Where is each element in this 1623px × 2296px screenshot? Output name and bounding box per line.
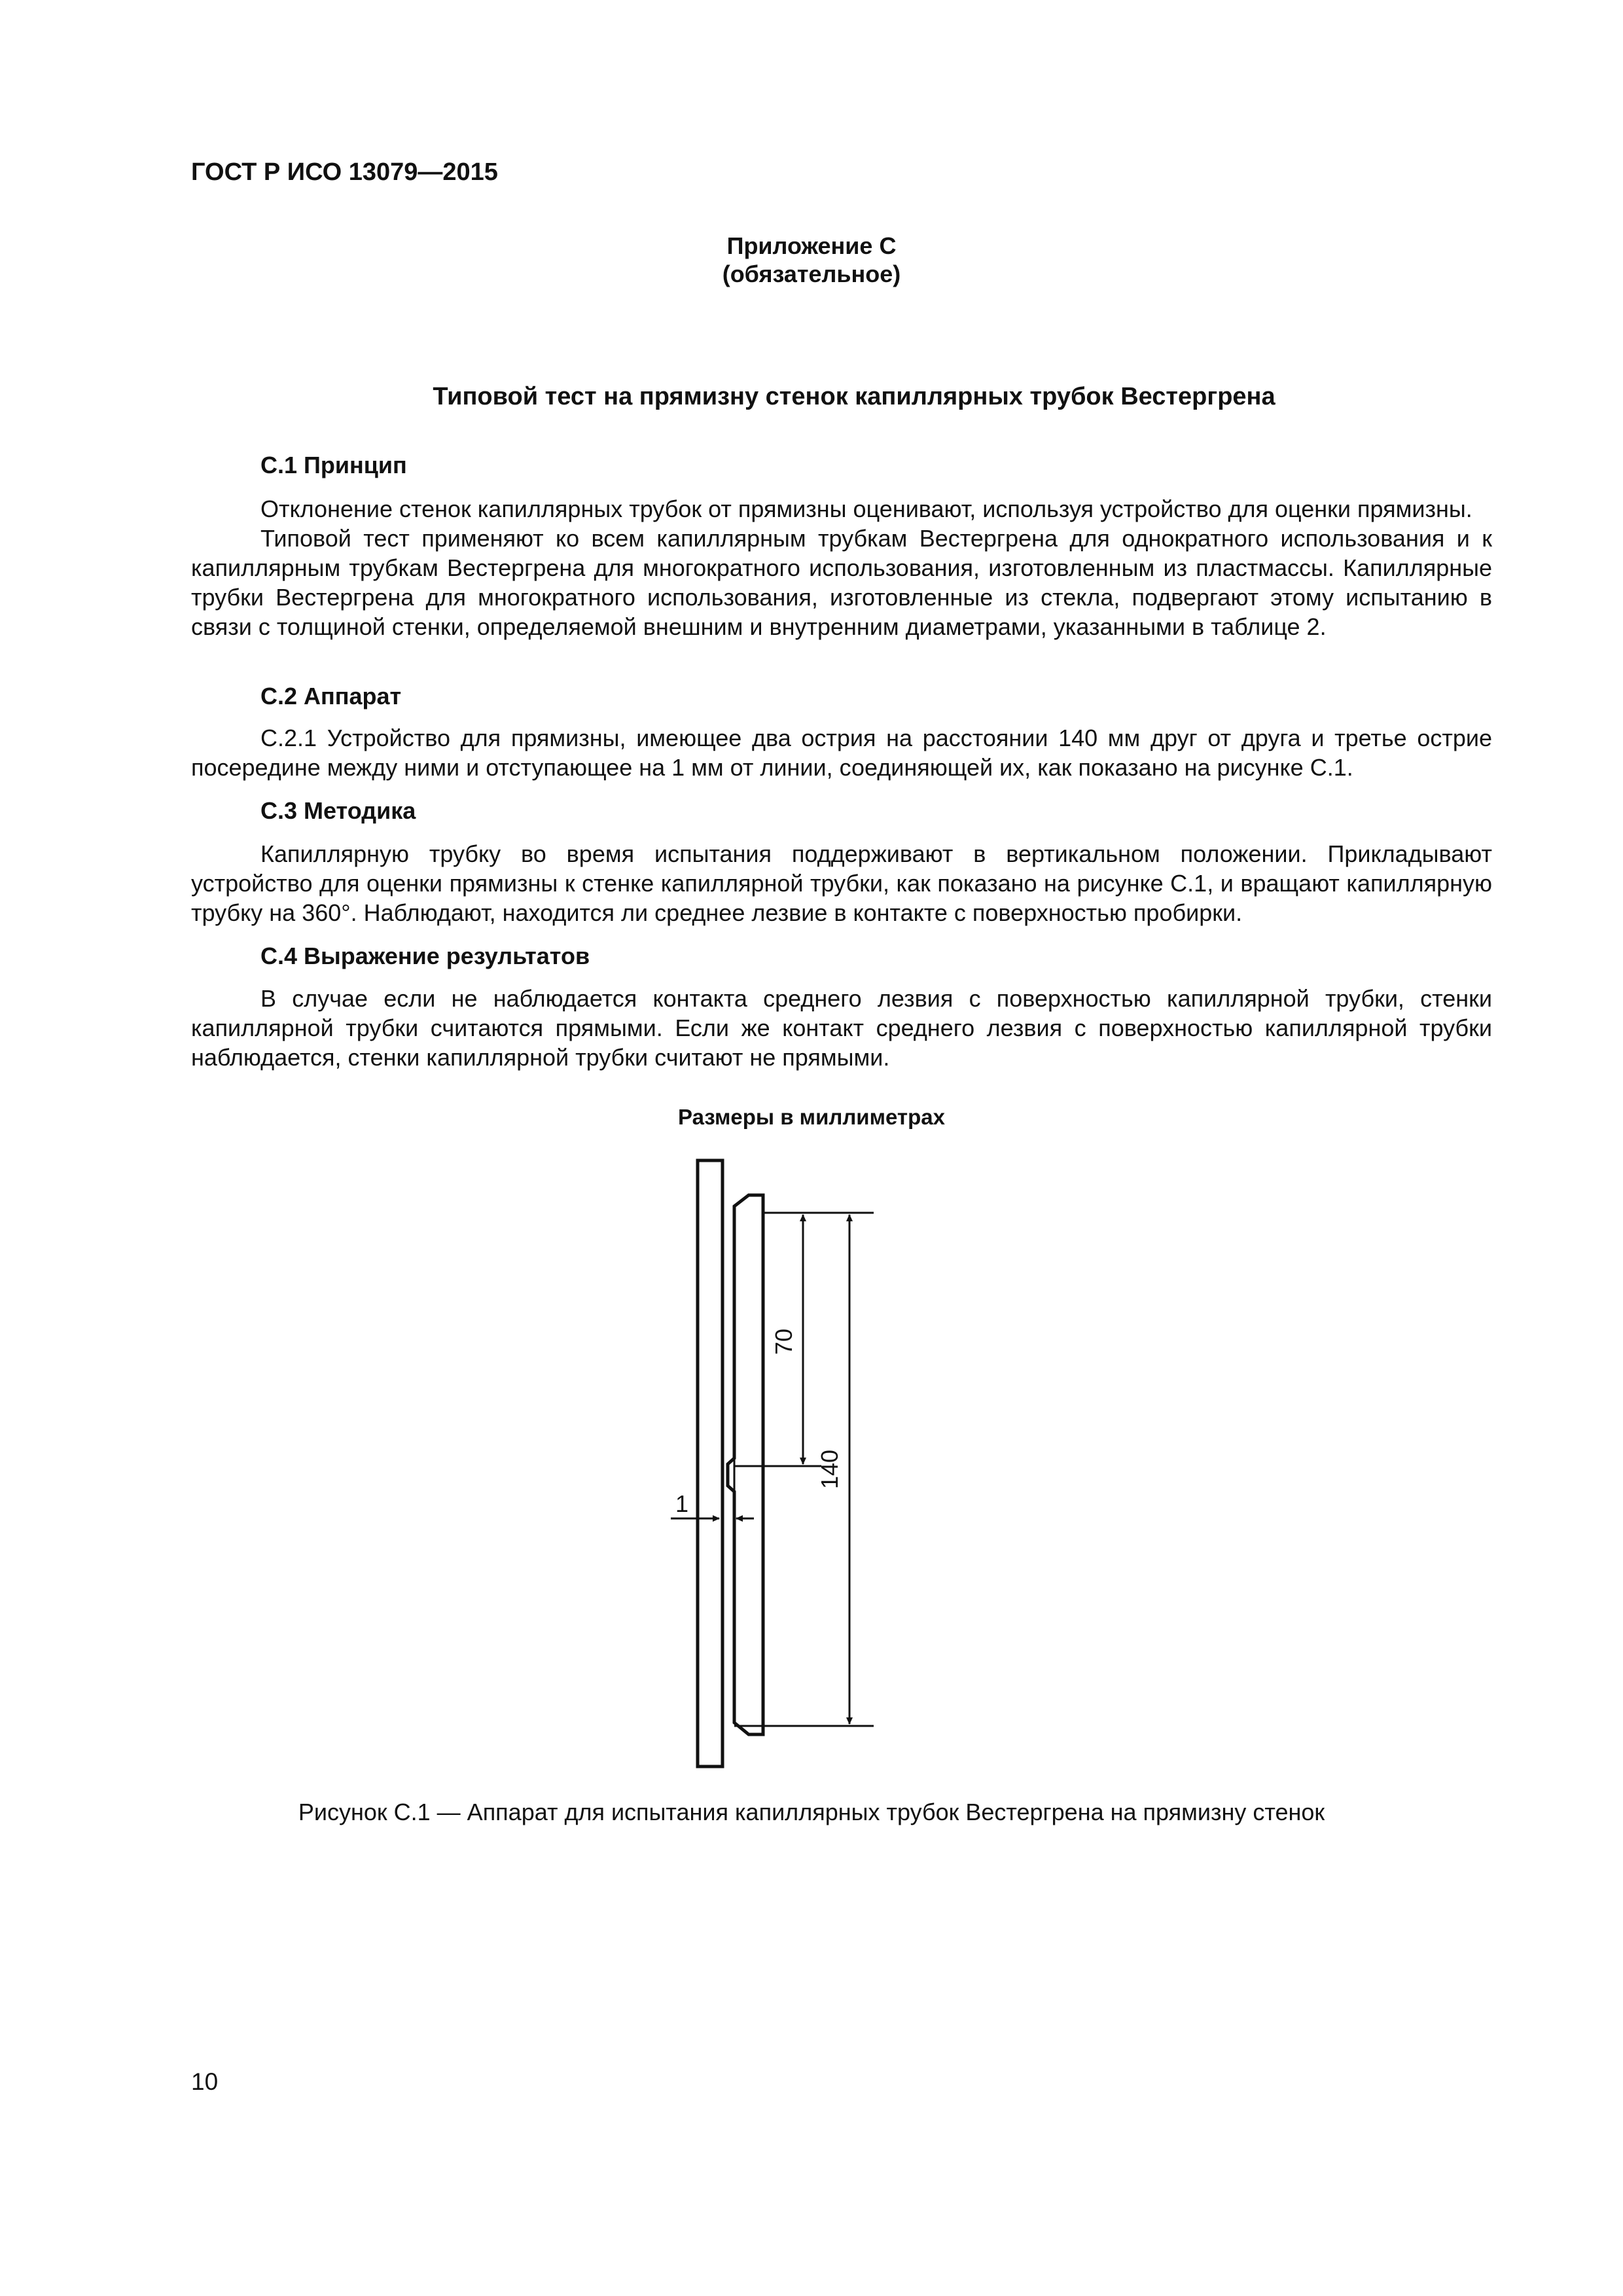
paragraph: В случае если не наблюдается контакта среднего лезвия с поверхностью капиллярной трубки, стенки капиллярной трубки считаются прямыми. Если же контакт среднего лезвия с поверхностью капиллярной трубки наблюдается, стенки капиллярной трубки считают не прямыми. bbox=[191, 985, 1492, 1071]
figure-units-note: Размеры в миллиметрах bbox=[678, 1105, 945, 1129]
paragraph: С.2.1 Устройство для прямизны, имеющее два острия на расстоянии 140 мм друг от друга и третье острие посередине между ними и отступающее на 1 мм от линии, соединяющей их, как показано на рисунке С.1. bbox=[191, 725, 1492, 781]
capillary-tube bbox=[698, 1160, 722, 1767]
annex-title: Приложение С bbox=[726, 232, 897, 259]
dimension-label-70: 70 bbox=[770, 1328, 797, 1355]
paragraph: Капиллярную трубку во время испытания поддерживают в вертикальном положении. Прикладывают устройство для оценки прямизны к стенке капиллярной трубки, как показано на рисунке С.1, и вращают капиллярную трубку на 360°. Наблюдают, находится ли среднее лезвие в контакте с поверхностью пробирки. bbox=[191, 840, 1492, 926]
section-heading-c2: С.2 Аппарат bbox=[260, 683, 402, 709]
section-heading-c1: С.1 Принцип bbox=[260, 452, 407, 478]
document-title: Типовой тест на прямизну стенок капиллярных трубок Вестергрена bbox=[433, 383, 1275, 410]
paragraph: Отклонение стенок капиллярных трубок от прямизны оценивают, используя устройство для оценки прямизны. bbox=[260, 495, 1472, 522]
standard-designation: ГОСТ Р ИСО 13079—2015 bbox=[191, 158, 498, 186]
annex-status: (обязательное) bbox=[722, 260, 901, 287]
page-number: 10 bbox=[191, 2068, 219, 2095]
figure-caption: Рисунок С.1 — Аппарат для испытания капиллярных трубок Вестергрена на прямизну стенок bbox=[298, 1799, 1325, 1825]
section-heading-c3: С.3 Методика bbox=[260, 797, 416, 824]
paragraph: Типовой тест применяют ко всем капиллярным трубкам Вестергрена для однократного использования и к капиллярным трубкам Вестергрена для многократного использования, изготовленным из пластмассы. Капиллярные трубки Вестергрена для многократного использования, изготовленные из стекла, подвергают этому испытанию в связи с толщиной стенки, определяемой внешним и внутренним диаметрами, указанными в таблице 2. bbox=[191, 525, 1492, 640]
section-heading-c4: С.4 Выражение результатов bbox=[260, 942, 590, 969]
dimension-label-140: 140 bbox=[816, 1449, 843, 1490]
dimension-label-1: 1 bbox=[675, 1490, 689, 1517]
straightness-gauge bbox=[728, 1195, 763, 1734]
